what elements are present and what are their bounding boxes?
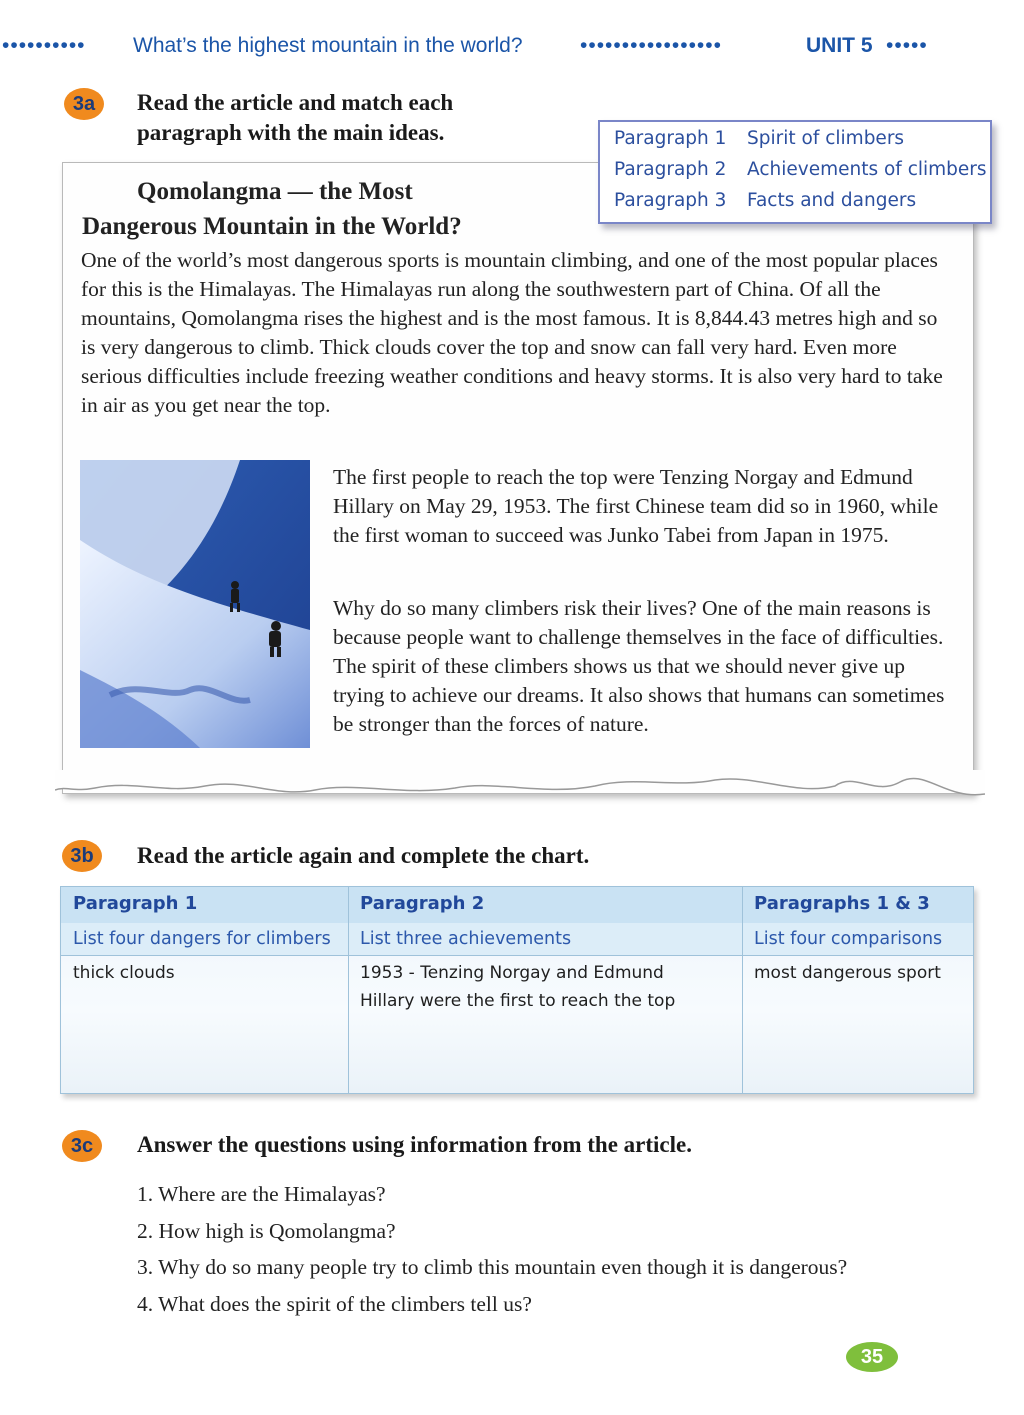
chart-answer-line: thick clouds [73,963,175,983]
page-number: 35 [846,1342,898,1372]
chart-column-header: Paragraphs 1 & 3 [754,893,930,914]
question-item: 4. What does the spirit of the climbers tell us? [137,1291,532,1316]
chart-answer-line: Hillary were the first to reach the top [360,991,676,1011]
match-main-idea: Facts and dangers [747,190,917,211]
article-paragraph-3: Why do so many climbers risk their lives? One of the main reasons is because people want to challenge themselves in the face of difficulties. The spirit of these climbers shows us that we should never give up trying to achieve our dreams. It also shows that humans can sometimes be stronger than the forces of nature. [333,596,945,736]
article-title-line2: Dangerous Mountain in the World? [82,213,462,240]
chart-column-task: List three achievements [360,929,572,949]
chart-answer-line: 1953 - Tenzing Norgay and Edmund [360,963,664,983]
question-item: 2. How high is Qomolangma? [137,1218,396,1243]
match-paragraph-label: Paragraph 3 [614,190,727,211]
unit-label: UNIT 5 [806,34,873,57]
exercise-badge-3c: 3c [62,1130,102,1162]
main-ideas-box [598,120,992,224]
snow-slope-illustration [80,460,310,748]
header-title: What’s the highest mountain in the world? [133,34,523,57]
chart-column-task: List four dangers for climbers [73,929,331,949]
chart-column-paragraph-1 [61,887,349,1093]
article-paragraph-1: One of the world’s most dangerous sports is mountain climbing, and one of the most popular places for this is the Himalayas. The Himalayas run along the southwestern part of China. Of all the mountains, Qomolangma rises the highest and is the most famous. It is 8,844.43 metres high and so is very dangerous to climb. Thick clouds cover the top and snow can fall very hard. Even more serious difficulties include freezing weather conditions and heavy storms. It is also very hard to take in air as you get near the top. [81,248,943,417]
match-paragraph-label: Paragraph 2 [614,159,727,180]
article-paragraph-2: The first people to reach the top were Tenzing Norgay and Edmund Hillary on May 29, 1953. The first Chinese team did so in 1960, while the first woman to succeed was Junko Tabei from Japan in 1975. [333,465,939,547]
instruction-3b: Read the article again and complete the chart. [137,843,590,868]
instruction-3a-line2: paragraph with the main ideas. [137,120,445,145]
mountain-climbers-photo [80,460,310,748]
instruction-3a-line1: Read the article and match each [137,90,454,115]
chart-column-paragraph-2 [348,887,743,1093]
match-paragraph-label: Paragraph 1 [614,128,727,149]
question-item: 3. Why do so many people try to climb this mountain even though it is dangerous? [137,1255,848,1279]
chart-column-header: Paragraph 1 [73,893,198,914]
header-dots-left: •••••••••• [2,34,86,57]
header-dots-mid: ••••••••••••••••• [580,34,722,57]
instruction-3a [137,88,453,148]
question-list [137,1178,847,1324]
article-title-line1: Qomolangma — the Most [137,178,413,205]
chart-column-paragraphs-1-3 [742,887,973,1093]
question-item: 1. Where are the Himalayas? [137,1182,386,1206]
chart-column-header: Paragraph 2 [360,893,485,914]
exercise-badge-3a: 3a [64,88,104,120]
instruction-3c: Answer the questions using information from the article. [137,1132,692,1157]
exercise-badge-3b: 3b [62,840,102,872]
match-main-idea: Spirit of climbers [747,128,905,149]
running-header [0,34,1024,64]
completion-chart [60,886,974,1094]
chart-answer-line: most dangerous sport [754,963,941,983]
match-main-idea: Achievements of climbers [747,159,987,180]
header-dots-right: ••••• [886,34,928,57]
torn-paper-edge [55,760,985,820]
chart-column-task: List four comparisons [754,929,943,949]
